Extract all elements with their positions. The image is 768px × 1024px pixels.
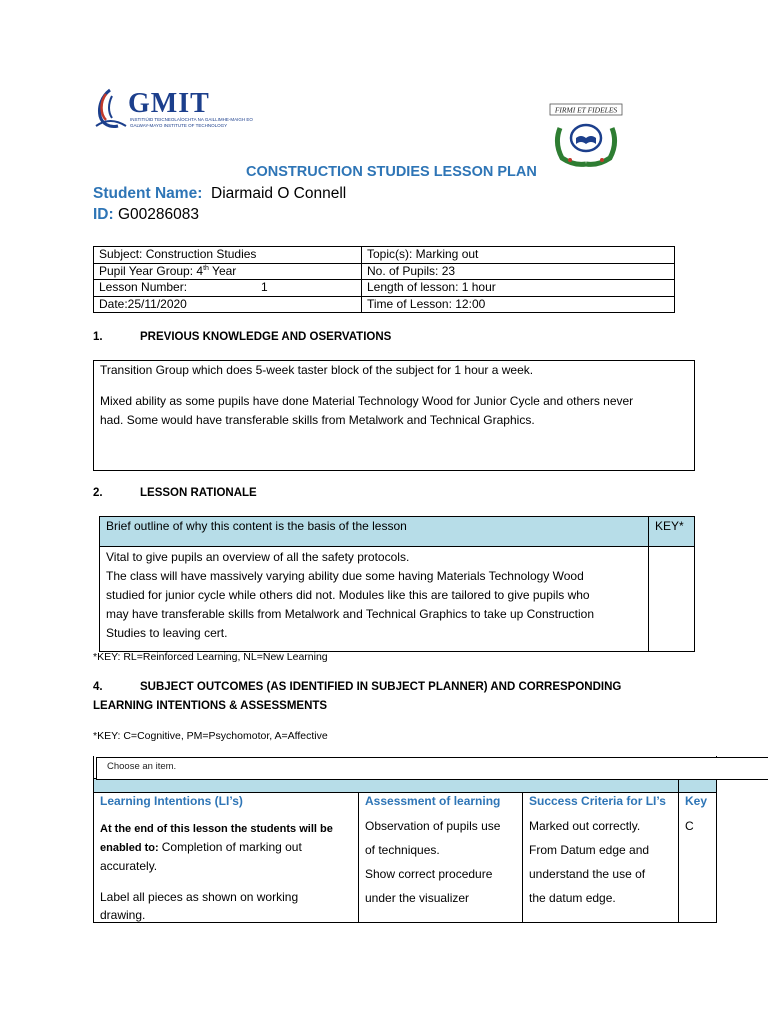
rationale-key-note: *KEY: RL=Reinforced Learning, NL=New Learning — [93, 651, 328, 663]
student-name-value: Diarmaid O Connell — [211, 185, 347, 202]
student-id-value: G00286083 — [118, 206, 200, 223]
rationale-line: studied for junior cycle while others did not. Modules like this are tailored to give pupils who — [106, 588, 590, 602]
col-learning-intentions: Learning Intentions (LI’s) — [100, 794, 243, 808]
col-assessment: Assessment of learning — [365, 794, 501, 808]
length-cell: Length of lesson: 1 hour — [362, 280, 675, 297]
student-name-label: Student Name: — [93, 185, 203, 202]
col-success-criteria: Success Criteria for LI’s — [529, 794, 666, 808]
pupils-cell: No. of Pupils: 23 — [362, 263, 675, 280]
previous-knowledge-para-2b: had. Some would have transferable skills from Metalwork and Technical Graphics. — [100, 413, 535, 427]
page-title: CONSTRUCTION STUDIES LESSON PLAN — [246, 164, 537, 180]
table-row — [94, 296, 675, 313]
lesson-number-cell: Lesson Number: 1 — [94, 280, 362, 297]
rationale-body — [106, 548, 646, 643]
time-cell: Time of Lesson: 12:00 — [362, 296, 675, 313]
year-group-cell: Pupil Year Group: 4th Year — [94, 263, 362, 280]
key-cell: C — [685, 819, 694, 833]
table-row — [94, 263, 675, 280]
lesson-info-table — [93, 246, 675, 313]
rationale-line: Studies to leaving cert. — [106, 626, 228, 640]
crest-motto: FIRMI ET FIDELES — [554, 105, 618, 115]
previous-knowledge-para-2a: Mixed ability as some pupils have done Material Technology Wood for Junior Cycle and others never — [100, 394, 634, 408]
gmit-subtitle-irish: INSTITIÚID TEICNEOLAÍOCHTA NA GAILLIMHE-MAIGH EO — [130, 117, 253, 122]
choose-item-dropdown[interactable] — [96, 757, 768, 780]
subject-cell: Subject: Construction Studies — [94, 247, 362, 264]
rationale-table — [99, 516, 695, 652]
success-criteria-cell: Marked out correctly. From Datum edge and understand the use of the datum edge. — [529, 819, 650, 905]
rationale-divider — [648, 517, 649, 651]
date-cell: Date:25/11/2020 — [94, 296, 362, 313]
table-row — [94, 247, 675, 264]
student-id-label: ID: — [93, 206, 114, 223]
col-key: Key — [685, 794, 708, 808]
crest-icon — [540, 98, 636, 168]
outcomes-band — [94, 778, 716, 793]
previous-knowledge-box — [93, 360, 695, 471]
assessment-cell: Observation of pupils use of techniques. Show correct procedure under the visualizer — [365, 819, 501, 905]
topics-cell: Topic(s): Marking out — [362, 247, 675, 264]
gmit-wordmark: GMIT — [128, 88, 210, 119]
table-row — [94, 280, 675, 297]
section-4-heading: 4. SUBJECT OUTCOMES (AS IDENTIFIED IN SUBJECT PLANNER) AND CORRESPONDING — [93, 681, 622, 693]
rationale-line: Vital to give pupils an overview of all the safety protocols. — [106, 550, 410, 564]
outcomes-table — [93, 756, 717, 923]
outcomes-key-note: *KEY: C=Cognitive, PM=Psychomotor, A=Affective — [93, 730, 328, 742]
school-crest — [540, 98, 636, 168]
previous-knowledge-para-1: Transition Group which does 5-week taster block of the subject for 1 hour a week. — [100, 363, 534, 377]
section-2-heading: 2. LESSON RATIONALE — [93, 487, 257, 499]
rationale-col-header: Brief outline of why this content is the basis of the lesson — [106, 519, 407, 533]
rationale-key-header: KEY* — [655, 519, 684, 533]
gmit-swirl-icon — [92, 86, 128, 132]
gmit-logo — [92, 86, 253, 132]
section-1-heading: 1. PREVIOUS KNOWLEDGE AND OSERVATIONS — [93, 331, 392, 343]
gmit-subtitle-english: GALWAY-MAYO INSTITUTE OF TECHNOLOGY — [130, 123, 228, 128]
rationale-line: The class will have massively varying ability due some having Materials Technology Wood — [106, 569, 584, 583]
section-4-heading-cont: LEARNING INTENTIONS & ASSESSMENTS — [93, 700, 328, 712]
li-cell: At the end of this lesson the students will be enabled to: Completion of marking out accurately. Label all pieces as shown on working drawing. — [100, 823, 333, 922]
choose-item-text: Choose an item. — [107, 761, 177, 772]
rationale-line: may have transferable skills from Metalwork and Technical Graphics to take up Construction — [106, 607, 594, 621]
